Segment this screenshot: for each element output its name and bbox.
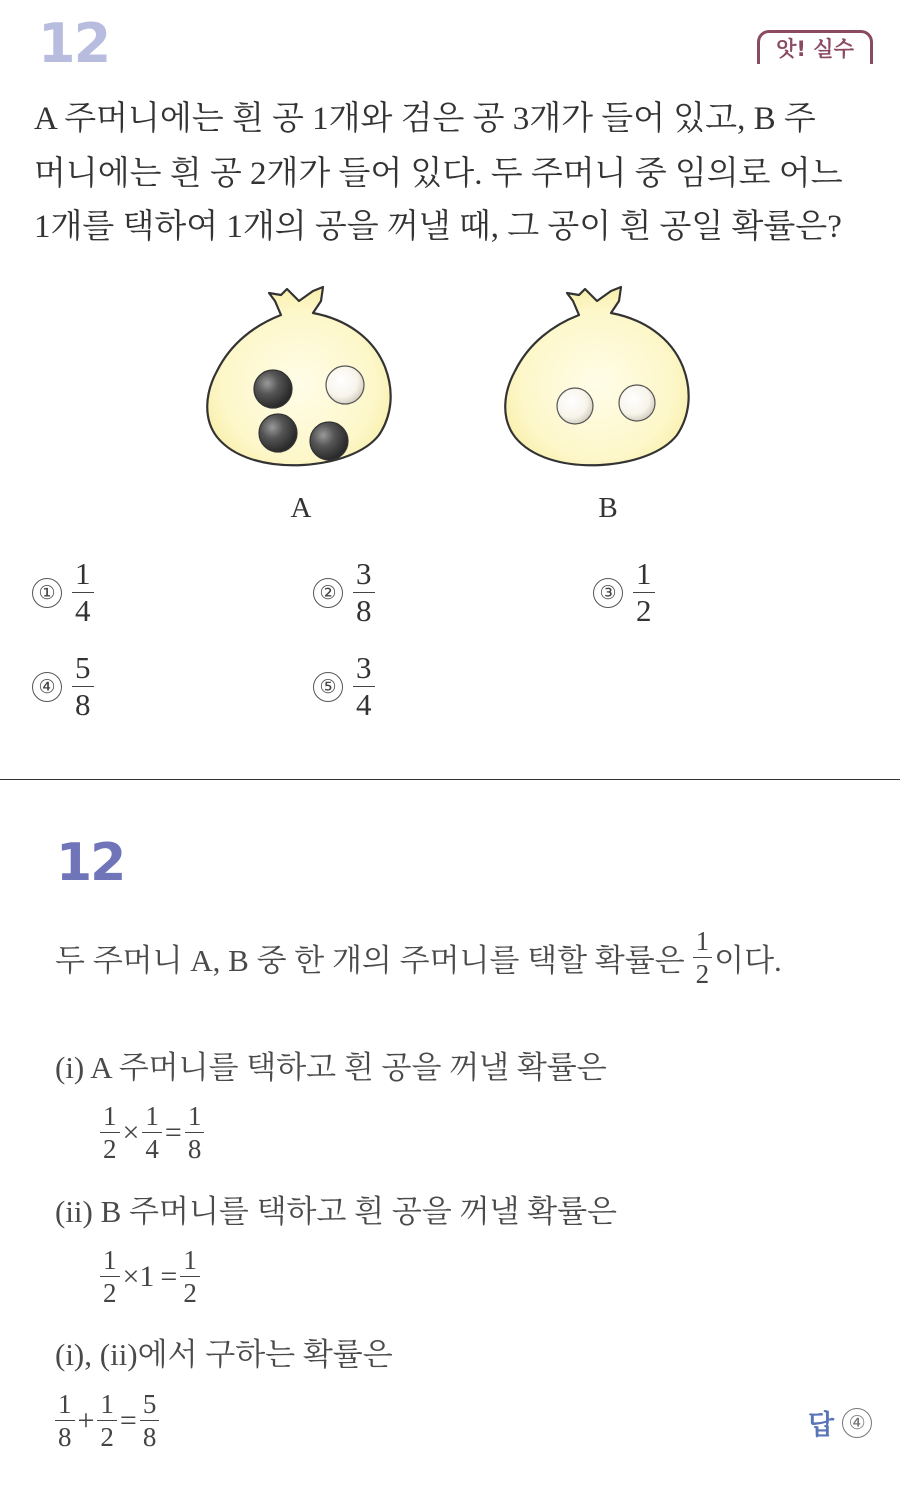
- choice-1[interactable]: [32, 556, 94, 629]
- pouch-b-label: B: [598, 492, 618, 524]
- choice-2[interactable]: [313, 556, 375, 629]
- answer: [808, 1403, 872, 1442]
- answer-label: 답: [808, 1410, 835, 1441]
- white-ball: [557, 388, 593, 424]
- section-divider: [0, 779, 900, 780]
- case1-equation: $\frac{1}{2}$ × $\frac{1}{4}$ = $\frac{1}{8}$: [100, 1100, 204, 1165]
- choice-mark: ③: [593, 578, 623, 608]
- case2-equation: $\frac{1}{2}$ ×1 = $\frac{1}{2}$: [100, 1244, 200, 1309]
- choice-fraction: $\frac{1}{4}$: [72, 556, 94, 629]
- solution-number: 12: [56, 833, 125, 893]
- black-ball: [259, 414, 297, 452]
- final-equation: $\frac{1}{8}$ + $\frac{1}{2}$ = $\frac{5}{8}$: [55, 1388, 159, 1453]
- choice-fraction: $\frac{1}{2}$: [633, 556, 655, 629]
- pouch-a: [207, 287, 390, 465]
- answer-mark: ④: [842, 1408, 872, 1438]
- choice-5[interactable]: [313, 650, 375, 723]
- black-ball: [254, 370, 292, 408]
- choice-fraction: $\frac{5}{8}$: [72, 650, 94, 723]
- question-line-2: 머니에는 흰 공 2개가 들어 있다. 두 주머니 중 임의로 어느: [34, 156, 843, 192]
- intro-fraction: $\frac{1}{2}$: [693, 925, 713, 990]
- white-ball: [326, 366, 364, 404]
- choice-mark: ①: [32, 578, 62, 608]
- question-line-3: 1개를 택하여 1개의 공을 꺼낼 때, 그 공이 흰 공일 확률은?: [34, 209, 842, 245]
- choice-mark: ②: [313, 578, 343, 608]
- question-line-1: A 주머니에는 흰 공 1개와 검은 공 3개가 들어 있고, B 주: [34, 101, 816, 137]
- case2-label: (ii) B 주머니를 택하고 흰 공을 꺼낼 확률은: [55, 1194, 617, 1229]
- white-ball: [619, 385, 655, 421]
- mistake-badge: 앗! 실수: [757, 30, 873, 64]
- solution-intro: [55, 925, 782, 990]
- choice-fraction: $\frac{3}{4}$: [353, 650, 375, 723]
- choice-fraction: $\frac{3}{8}$: [353, 556, 375, 629]
- pouch-a-label: A: [290, 492, 312, 524]
- pouch-b: [505, 287, 688, 465]
- choice-4[interactable]: [32, 650, 94, 723]
- intro-suffix: 이다.: [714, 943, 782, 978]
- choice-3[interactable]: [593, 556, 655, 629]
- black-ball: [310, 422, 348, 460]
- choice-mark: ⑤: [313, 672, 343, 702]
- question-number: 12: [38, 12, 110, 75]
- intro-text: 두 주머니 A, B 중 한 개의 주머니를 택할 확률은: [55, 943, 685, 978]
- choice-mark: ④: [32, 672, 62, 702]
- conclusion-label: (i), (ii)에서 구하는 확률은: [55, 1337, 393, 1372]
- case1-label: (i) A 주머니를 택하고 흰 공을 꺼낼 확률은: [55, 1050, 607, 1085]
- pouches-figure: [195, 275, 715, 490]
